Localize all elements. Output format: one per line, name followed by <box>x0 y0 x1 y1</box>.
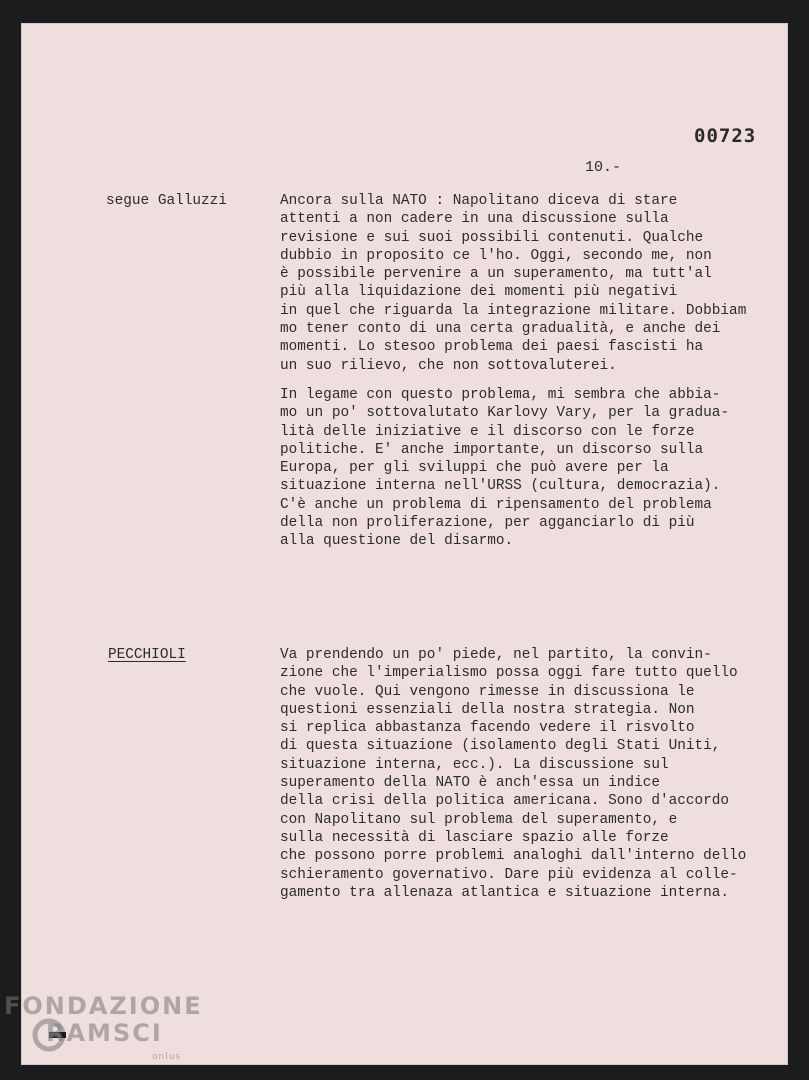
text-line: è possibile pervenire a un superamento, ma tutt'al <box>280 266 712 283</box>
text-line: mo tener conto di una certa gradualità, e anche dei <box>280 321 721 338</box>
watermark-line-2: RAMSCI <box>46 1019 163 1047</box>
speaker-label-pecchioli: PECCHIOLI <box>108 647 186 663</box>
speaker-label-galluzzi: segue Galluzzi <box>106 193 227 209</box>
text-line: che vuole. Qui vengono rimesse in discussiona le <box>280 683 695 700</box>
text-line: superamento della NATO è anch'essa un indice <box>280 775 660 792</box>
text-line: della crisi della politica americana. Sono d'accordo <box>280 793 730 810</box>
text-line: schieramento governativo. Dare più evidenza al colle- <box>280 866 738 883</box>
text-line: gamento tra allenaza atlantica e situazione interna. <box>280 884 730 901</box>
text-line: attenti a non cadere in una discussione sulla <box>280 211 669 228</box>
text-line: in quel che riguarda la integrazione militare. Dobbiam <box>280 302 747 319</box>
text-line: situazione interna, ecc.). La discussione sul <box>280 756 669 773</box>
text-line: momenti. Lo stesoo problema dei paesi fascisti ha <box>280 339 704 356</box>
text-line: più alla liquidazione dei momenti più negativi <box>280 284 678 301</box>
paragraph-pecchioli-1 <box>280 646 786 902</box>
text-line: un suo rilievo, che non sottovaluterei. <box>280 357 617 374</box>
text-line: mo un po' sottovalutato Karlovy Vary, per la gradua- <box>280 405 730 422</box>
text-line: situazione interna nell'URSS (cultura, democrazia). <box>280 478 721 495</box>
paragraph-galluzzi-2 <box>280 386 786 551</box>
text-line: dubbio in proposito ce l'ho. Oggi, secondo me, non <box>280 247 712 264</box>
text-line: alla questione del disarmo. <box>280 533 514 550</box>
text-line: politiche. E' anche importante, un discorso sulla <box>280 441 704 458</box>
text-line: con Napolitano sul problema del superamento, e <box>280 811 678 828</box>
paragraph-galluzzi-1 <box>280 192 786 375</box>
text-line: di questa situazione (isolamento degli Stati Uniti, <box>280 738 721 755</box>
text-line: Ancora sulla NATO : Napolitano diceva di stare <box>280 193 678 209</box>
text-line: della non proliferazione, per agganciarlo di più <box>280 515 695 532</box>
text-line: si replica abbastanza facendo vedere il risvolto <box>280 720 695 737</box>
fondazione-gramsci-watermark <box>4 992 204 1074</box>
text-line: questioni essenziali della nostra strategia. Non <box>280 701 695 718</box>
watermark-line-3: onlus <box>152 1052 182 1062</box>
text-line: sulla necessità di lasciare spazio alle forze <box>280 829 669 846</box>
text-line: zione che l'imperialismo possa oggi fare tutto quello <box>280 665 738 682</box>
page-number: 10.- <box>585 159 622 176</box>
text-line: che possono porre problemi analoghi dall'interno dello <box>280 848 747 865</box>
text-line: Europa, per gli sviluppi che può avere per la <box>280 460 669 477</box>
text-line: In legame con questo problema, mi sembra che abbia- <box>280 387 721 403</box>
text-line: C'è anche un problema di ripensamento del problema <box>280 496 712 513</box>
archive-number: 00723 <box>694 125 757 147</box>
text-line: revisione e sui suoi possibili contenuti. Qualche <box>280 229 704 246</box>
text-line: lità delle iniziative e il discorso con le forze <box>280 423 695 440</box>
text-line: Va prendendo un po' piede, nel partito, la convin- <box>280 647 712 663</box>
watermark-line-1: FONDAZIONE <box>4 992 203 1020</box>
